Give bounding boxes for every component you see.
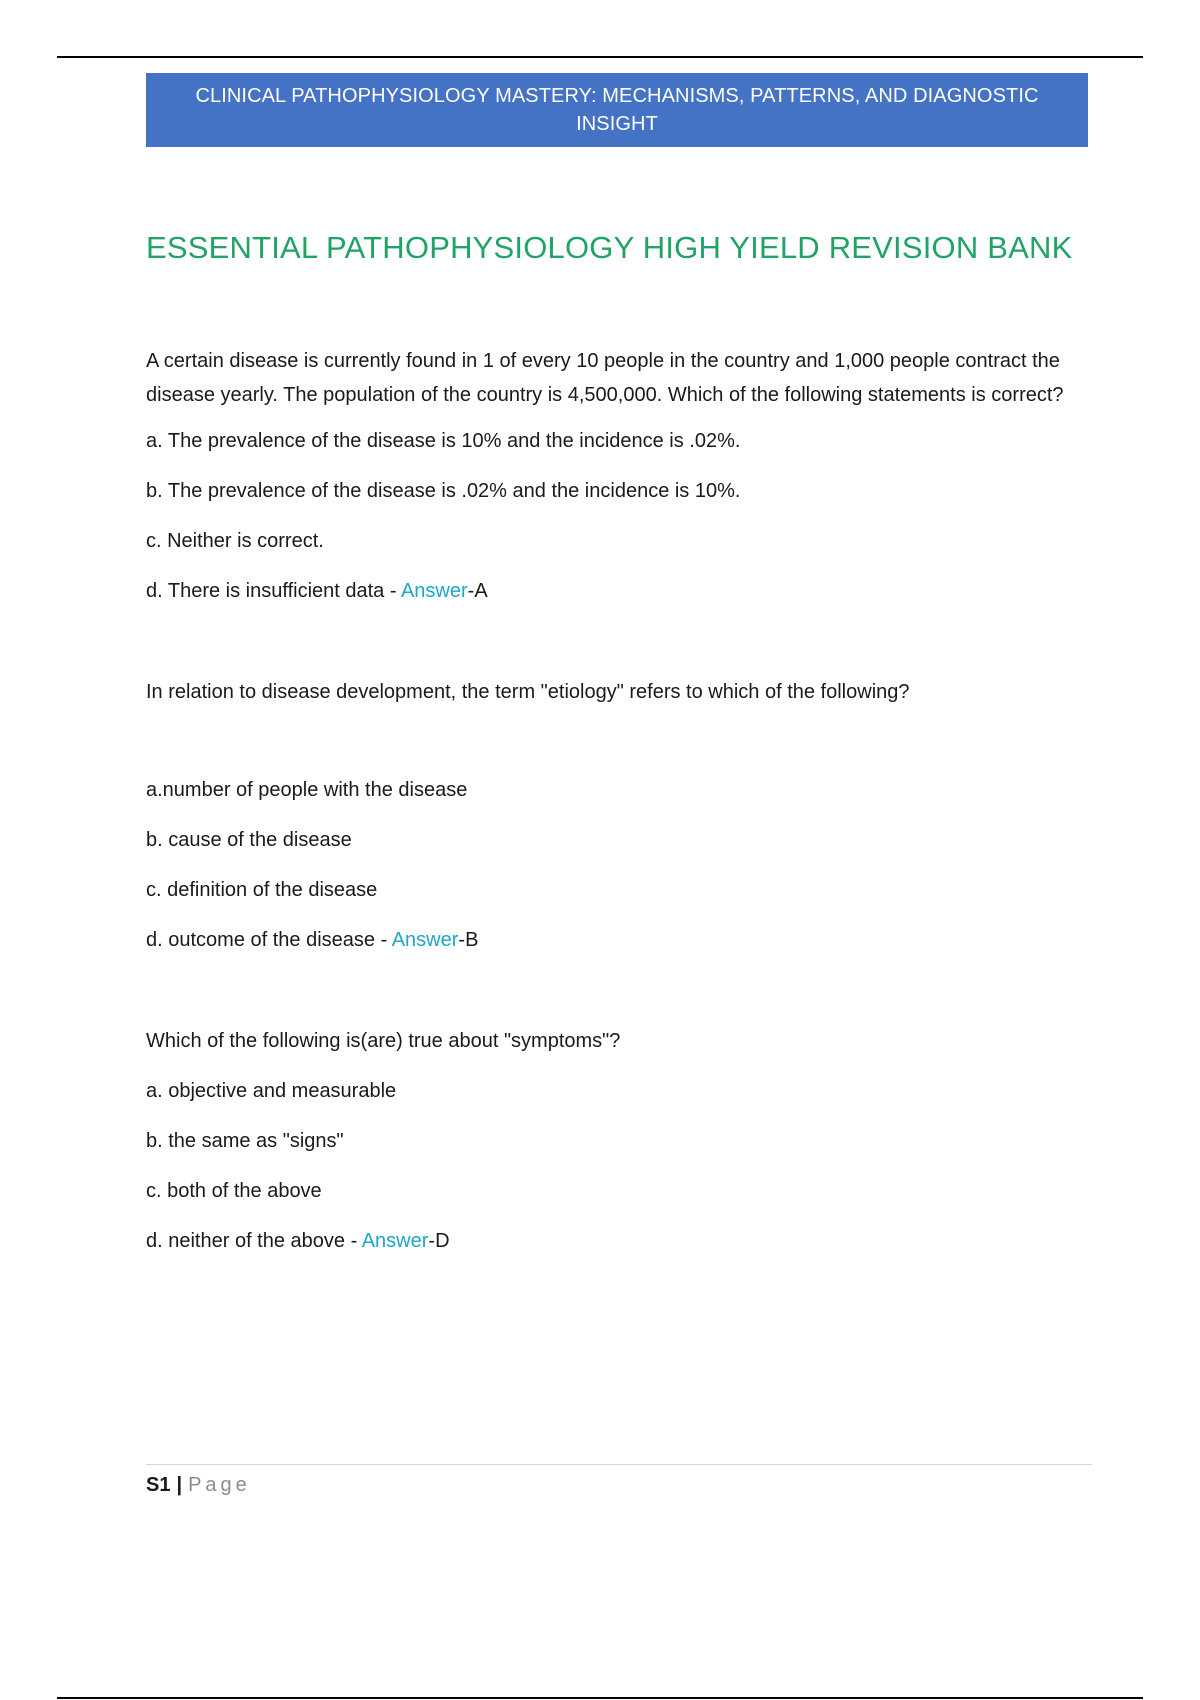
question-2 bbox=[146, 675, 1096, 957]
question-3-option-a: a. objective and measurable bbox=[146, 1080, 397, 1102]
question-3-option-d-text: d. neither of the above - bbox=[146, 1230, 362, 1252]
question-3 bbox=[146, 1024, 1096, 1258]
top-rule bbox=[57, 56, 1143, 58]
question-2-option-d-text: d. outcome of the disease - bbox=[146, 929, 392, 951]
page-number: S1 bbox=[146, 1474, 171, 1496]
banner-line-1: CLINICAL PATHOPHYSIOLOGY MASTERY: MECHANISMS, PATTERNS, AND DIAGNOSTIC bbox=[195, 85, 1039, 107]
question-3-option-b: b. the same as "signs" bbox=[146, 1130, 344, 1152]
question-2-option-b: b. cause of the disease bbox=[146, 829, 352, 851]
question-1-option-c: c. Neither is correct. bbox=[146, 530, 324, 552]
question-2-stem: In relation to disease development, the term "etiology" refers to which of the following? bbox=[146, 681, 910, 703]
question-list bbox=[146, 344, 1096, 1258]
answer-label: Answer bbox=[400, 580, 468, 602]
question-3-option-d bbox=[146, 1224, 1096, 1258]
question-1-stem: A certain disease is currently found in 1 of every 10 people in the country and 1,000 people contract the disease yearly. The population of the country is 4,500,000. Which of the following statements is correct? bbox=[146, 350, 1064, 406]
answer-label: Answer bbox=[361, 1230, 429, 1252]
question-1-option-d-text: d. There is insufficient data - bbox=[146, 580, 401, 602]
question-1 bbox=[146, 344, 1096, 608]
footer-divider bbox=[146, 1464, 1092, 1465]
question-3-stem: Which of the following is(are) true about "symptoms"? bbox=[146, 1030, 621, 1052]
banner-line-2: INSIGHT bbox=[576, 113, 658, 135]
question-2-option-d bbox=[146, 923, 1096, 957]
question-1-option-b: b. The prevalence of the disease is .02% and the incidence is 10%. bbox=[146, 480, 741, 502]
answer-label: Answer bbox=[391, 929, 459, 951]
document-header-banner bbox=[146, 73, 1088, 147]
answer-value: -A bbox=[467, 580, 488, 602]
answer-value: -D bbox=[428, 1230, 450, 1252]
question-2-option-a: a.number of people with the disease bbox=[146, 779, 468, 801]
footer-separator: | bbox=[176, 1474, 183, 1496]
question-3-option-c: c. both of the above bbox=[146, 1180, 322, 1202]
page-label: Page bbox=[188, 1474, 251, 1496]
bottom-rule bbox=[57, 1697, 1143, 1699]
document-title: ESSENTIAL PATHOPHYSIOLOGY HIGH YIELD REVISION BANK bbox=[146, 230, 1073, 265]
page-footer bbox=[146, 1470, 251, 1500]
answer-value: -B bbox=[458, 929, 479, 951]
question-1-option-d bbox=[146, 574, 1096, 608]
question-1-option-a: a. The prevalence of the disease is 10% and the incidence is .02%. bbox=[146, 430, 741, 452]
question-2-option-c: c. definition of the disease bbox=[146, 879, 378, 901]
